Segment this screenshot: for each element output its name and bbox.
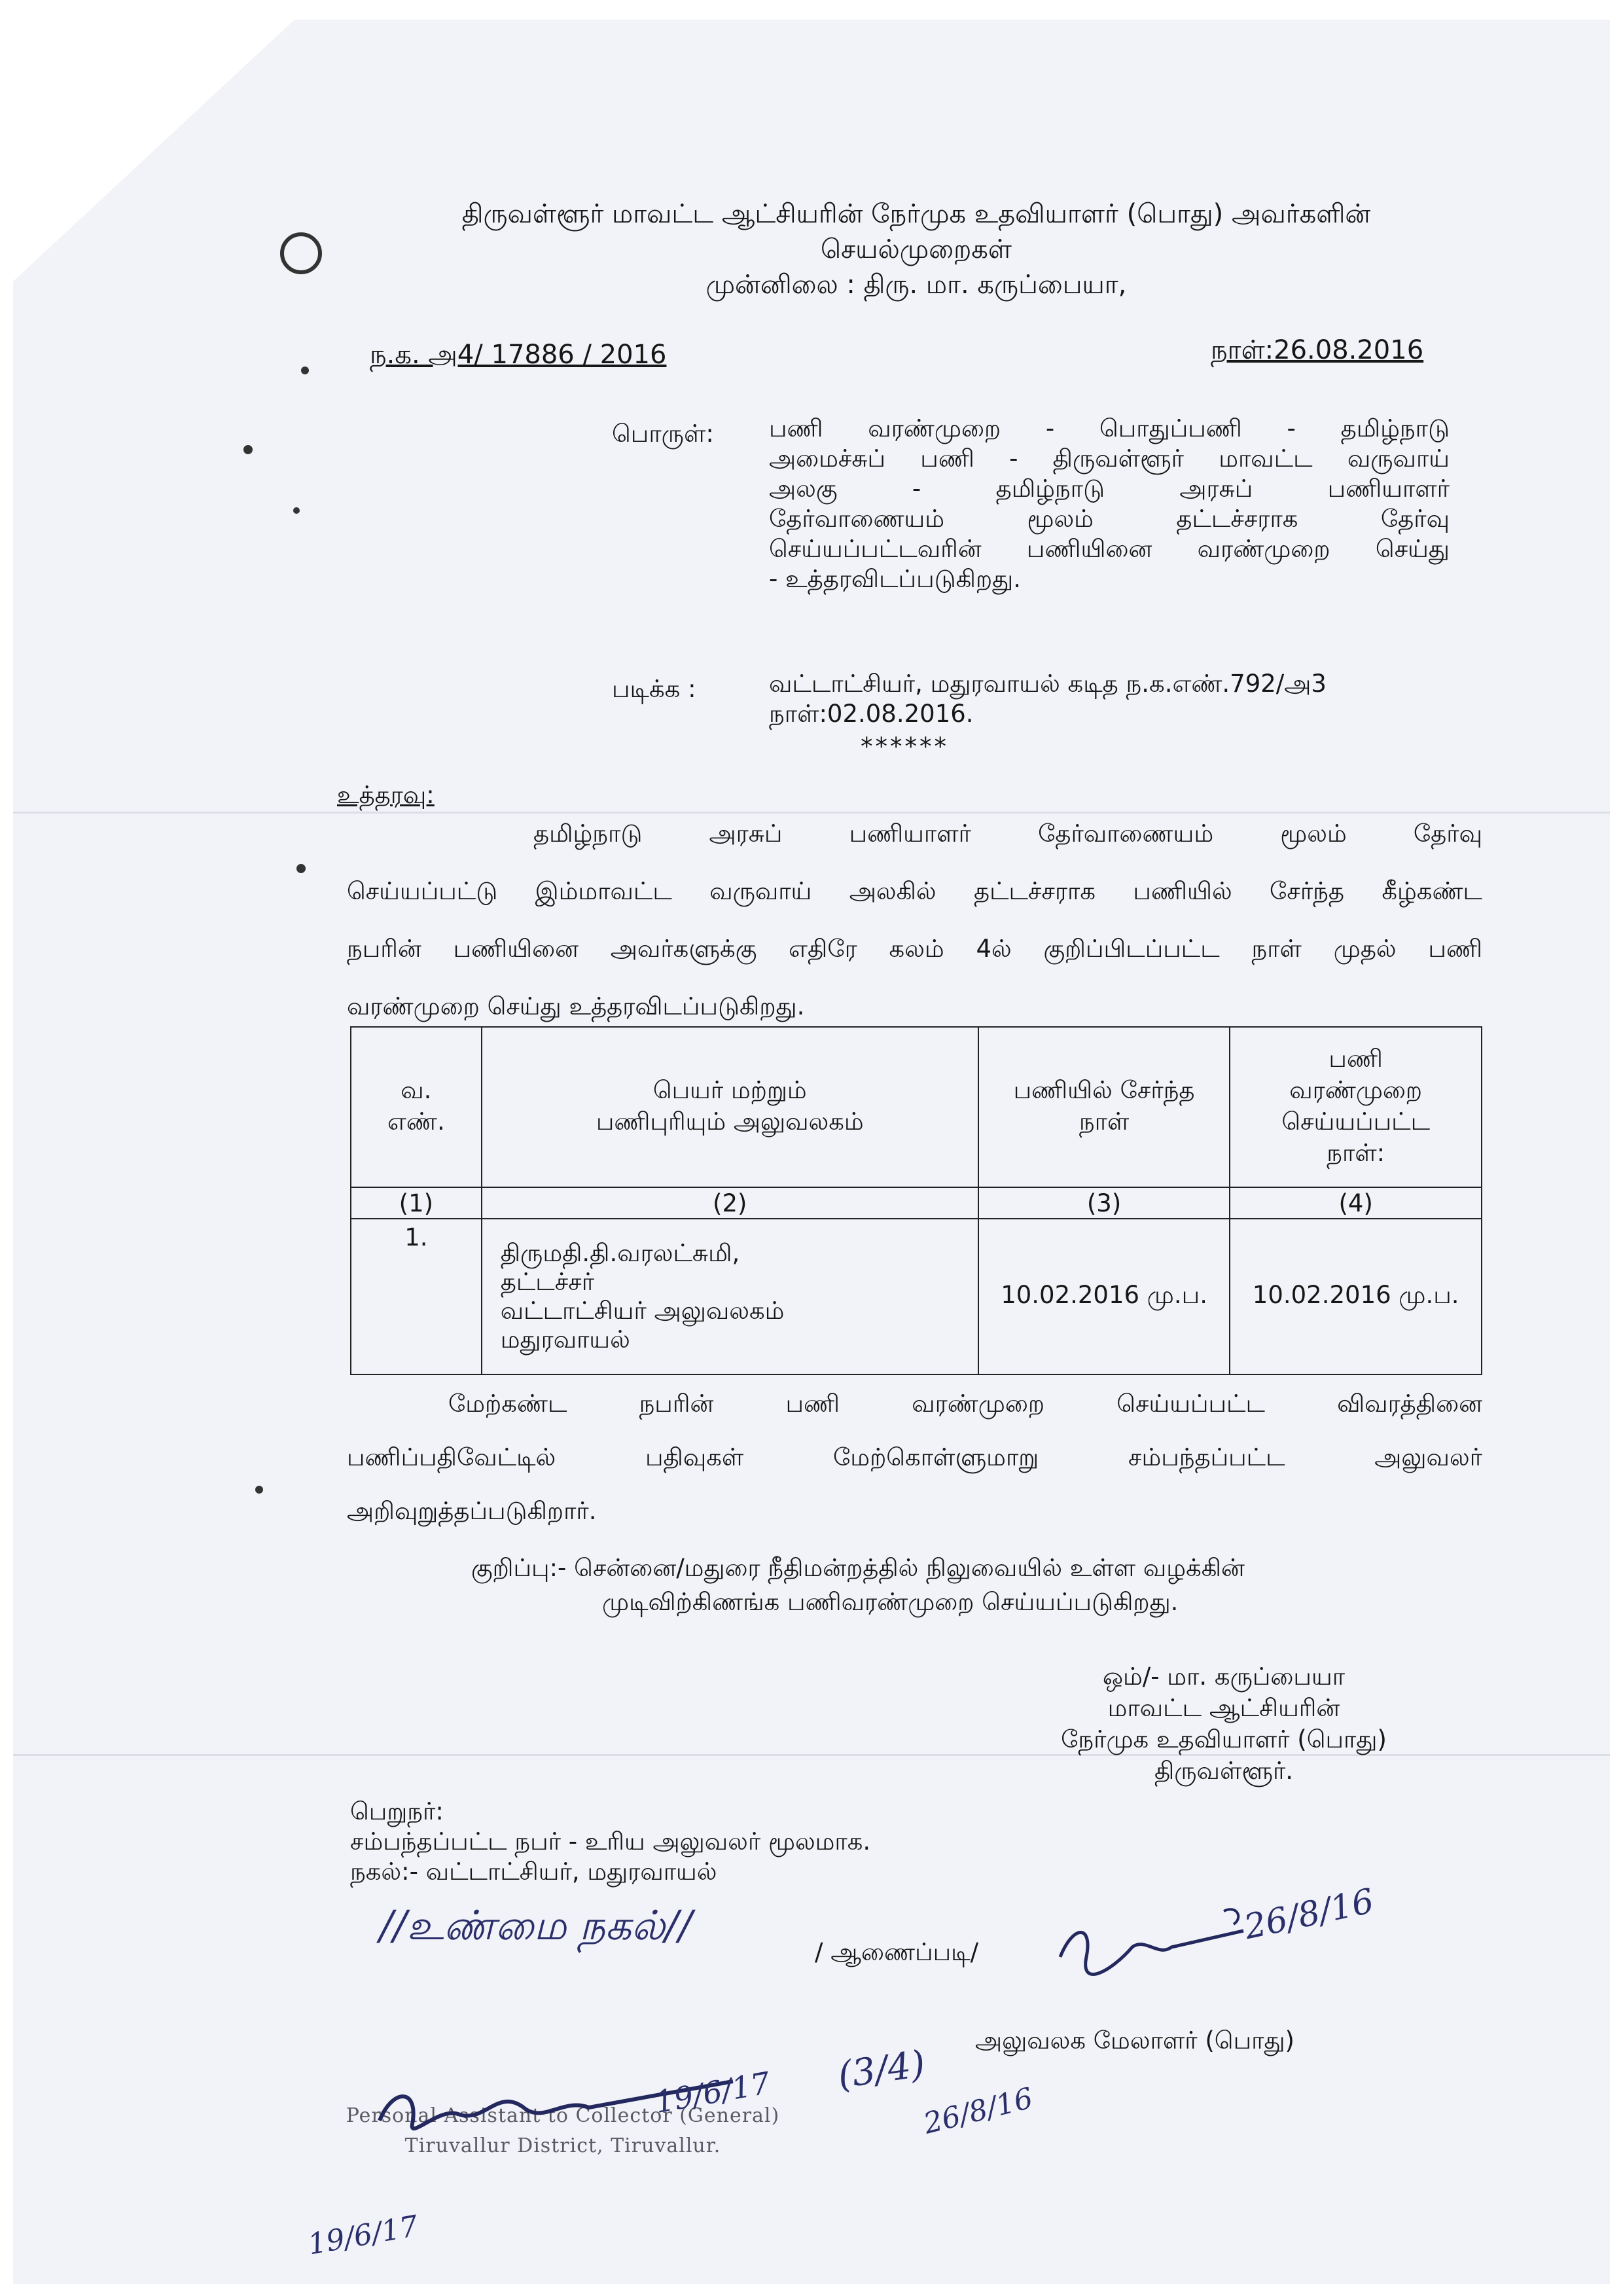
header-text: பணிபுரியும் அலுவலகம் [596,1107,864,1136]
header-serial [351,1027,482,1187]
order-line: செய்யப்பட்டு இம்மாவட்ட வருவாய் அலகில் தட்டச்சராக பணியில் சேர்ந்த கீழ்கண்ட [347,877,1482,905]
order-line: வரண்முறை செய்து உத்தரவிடப்படுகிறது. [347,992,805,1020]
header-line-2: செயல்முறைகள் [821,234,1012,264]
read-line-1: வட்டாட்சியர், மதுரவாயல் கடித ந.க.எண்.792/அ3 [769,670,1327,698]
subject-line: அலகு - தமிழ்நாடு அரசுப் பணியாளர் [769,475,1450,503]
header-text: பணி [1329,1044,1383,1073]
subject-line: - உத்தரவிடப்படுகிறது. [769,565,1021,593]
row-name-office [482,1219,978,1374]
table-column-number-row [351,1187,1482,1219]
name-line: வட்டாட்சியர் அலுவலகம் [500,1297,785,1325]
table-header-row [351,1027,1482,1187]
note-block [471,1551,1245,1619]
name-line: திருமதி.தி.வரலட்சுமி, [500,1239,740,1267]
header-line-1: திருவள்ளூர் மாவட்ட ஆட்சியரின் நேர்முக உதவியாளர் (பொது) அவர்களின் [461,199,1371,229]
instruction-line: பணிப்பதிவேட்டில் பதிவுகள் மேற்கொள்ளுமாறு சம்பந்தப்பட்ட அலுவலர் [347,1443,1482,1471]
office-manager-title: அலுவலக மேலாளர் (பொது) [975,2026,1294,2054]
recipient-line: நகல்:- வட்டாட்சியர், மதுரவாயல் [350,1857,717,1886]
header-name-office [482,1027,978,1187]
read-text [769,669,1327,729]
by-order-label: / ஆணைப்படி/ [815,1938,979,1966]
initial-date: 26/8/16 [920,2081,1037,2141]
speck [301,367,309,374]
subject-text [769,414,1450,594]
column-number: (1) [351,1187,482,1219]
column-number: (4) [1230,1187,1482,1219]
name-line: மதுரவாயல் [500,1325,630,1354]
speck [243,445,253,454]
header-line-3: முன்னிலை : திரு. மா. கருப்பையா, [705,270,1127,300]
punch-hole-mark [280,232,322,274]
speck [255,1486,263,1494]
recipients-heading: பெறுநர்: [350,1797,444,1825]
signature-date-2: 19/6/17 [652,2065,773,2120]
name-line: தட்டச்சர் [500,1268,595,1296]
signature-line: திருவள்ளூர். [1154,1757,1294,1785]
header-text: பணியில் சேர்ந்த [1013,1075,1195,1104]
header-text: எண். [387,1107,445,1136]
speck [296,864,306,873]
recipient-line: சம்பந்தப்பட்ட நபர் - உரிய அலுவலர் மூலமாக. [350,1827,871,1856]
header-text: பெயர் மற்றும் [652,1075,807,1104]
order-heading: உத்தரவு: [337,781,435,809]
header-text: செய்யப்பட்ட [1281,1107,1431,1136]
read-label: படிக்க : [612,675,696,703]
header-text: வரண்முறை [1289,1075,1423,1104]
read-line-2: நாள்:02.08.2016. [769,700,974,728]
column-number: (3) [978,1187,1230,1219]
signature-line: ஒம்/- மா. கருப்பையா [1102,1662,1346,1691]
document-header [327,196,1505,302]
header-text: நாள்: [1327,1138,1385,1167]
signature-date: 26/8/16 [1240,1881,1378,1948]
table-row [351,1219,1482,1374]
instruction-line: அறிவுறுத்தப்படுகிறார். [347,1497,597,1525]
subject-line: அமைச்சுப் பணி - திருவள்ளூர் மாவட்ட வருவாய் [769,444,1450,473]
note-line-2: முடிவிற்கிணங்க பணிவரண்முறை செய்யப்படுகிறது. [602,1588,1179,1616]
bottom-initial-date: 19/6/17 [305,2209,421,2262]
signature-block [995,1661,1453,1787]
subject-line: செய்யப்பட்டவரின் பணியினை வரண்முறை செய்து [769,535,1450,563]
subject-line: தேர்வாணையம் மூலம் தட்டச்சராக தேர்வு [769,505,1450,533]
header-joining-date [978,1027,1230,1187]
row-serial: 1. [351,1219,482,1374]
order-line: தமிழ்நாடு அரசுப் பணியாளர் தேர்வாணையம் மூலம் தேர்வு [533,819,1482,848]
column-number: (2) [482,1187,978,1219]
subject-line: பணி வரண்முறை - பொதுப்பணி - தமிழ்நாடு [769,414,1450,442]
true-copy-handwriting: //உண்மை நகல்// [380,1901,692,1949]
header-text: வ. [401,1075,432,1104]
reference-number: ந.க. அ4/ 17886 / 2016 [370,340,667,370]
row-regularised-date: 10.02.2016 மு.ப. [1230,1219,1482,1374]
subject-label: பொருள்: [612,420,714,448]
recipients-block [350,1797,870,1887]
row-joining-date: 10.02.2016 மு.ப. [978,1219,1230,1374]
instruction-line: மேற்கண்ட நபரின் பணி வரண்முறை செய்யப்பட்ட விவரத்தினை [448,1390,1482,1418]
order-line: நபரின் பணியினை அவர்களுக்கு எதிரே கலம் 4ல் குறிப்பிடப்பட்ட நாள் முதல் பணி [347,935,1482,963]
stamp-line-1: Personal Assistant to Collector (General) [346,2104,780,2127]
stamp-line-2: Tiruvallur District, Tiruvallur. [404,2134,721,2157]
separator-stars: ****** [861,732,949,761]
note-line-1: குறிப்பு:- சென்னை/மதுரை நீதிமன்றத்தில் நிலுவையில் உள்ள வழக்கின் [471,1554,1245,1582]
order-paragraph [347,805,1482,1035]
regularisation-table [350,1026,1482,1375]
header-text: நாள் [1079,1107,1130,1136]
signature-line: மாவட்ட ஆட்சியரின் [1107,1694,1340,1722]
handwritten-fraction: (3/4) [835,2043,928,2097]
signature-line: நேர்முக உதவியாளர் (பொது) [1061,1725,1387,1753]
instruction-paragraph [347,1377,1482,1538]
speck [293,507,300,514]
reference-date: நாள்:26.08.2016 [1211,335,1424,365]
header-regularised-date [1230,1027,1482,1187]
